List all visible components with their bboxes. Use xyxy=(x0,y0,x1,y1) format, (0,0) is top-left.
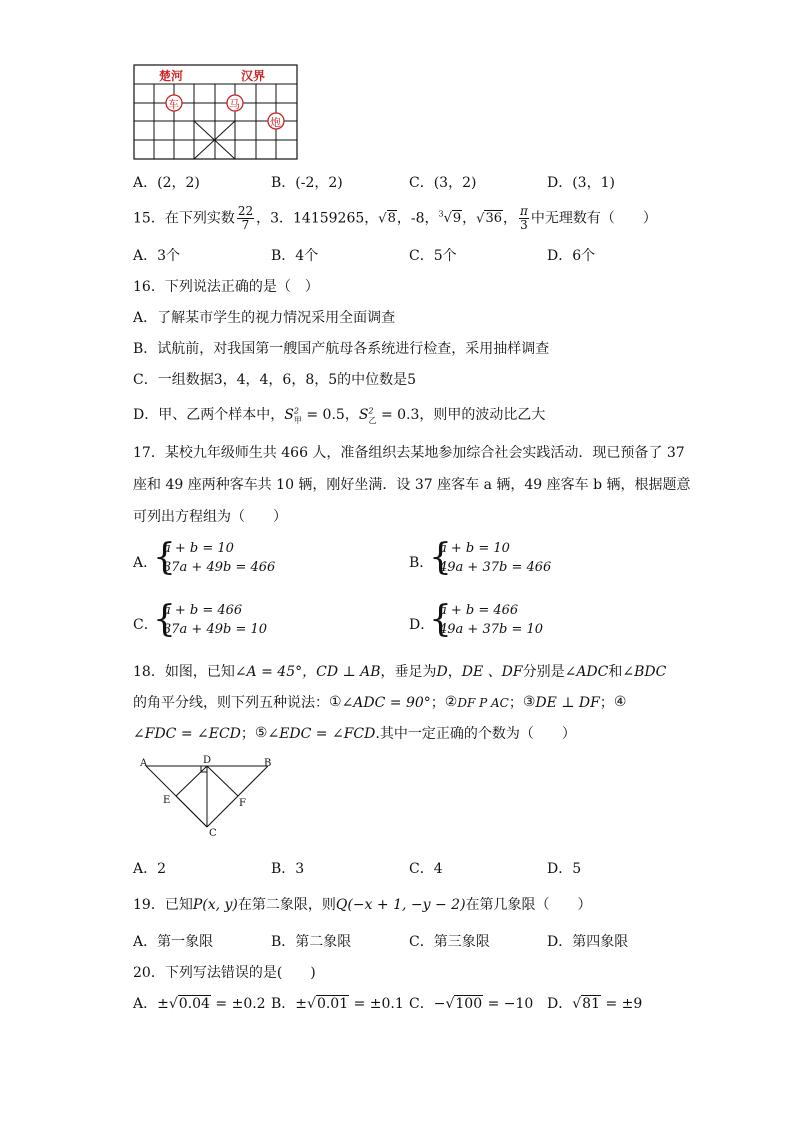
pi-denominator: 3 xyxy=(520,217,528,232)
q15-option-c[interactable]: C．5个 xyxy=(409,248,457,264)
q20-d-label: D． xyxy=(547,996,573,1012)
q18-text: ； xyxy=(508,695,523,711)
q20-option-b[interactable]: B．±√0.01 = ±0.1 xyxy=(271,996,404,1012)
q19-option-b[interactable]: B．第二象限 xyxy=(271,934,352,950)
q20-option-d[interactable]: D．√81 = ±9 xyxy=(547,996,643,1012)
q18-statement-2: DF P AC xyxy=(457,696,509,710)
q15-neg8: ，-8， xyxy=(396,210,439,227)
pi-numerator: π xyxy=(520,203,528,218)
q20-c-post: = −10 xyxy=(487,996,534,1012)
equation-1: a + b = 10 xyxy=(439,541,510,556)
q15-fraction-22-7 xyxy=(237,205,254,232)
q18-math: D xyxy=(436,664,448,680)
vertex-label-e: E xyxy=(163,795,171,806)
q18-option-a[interactable]: A．2 xyxy=(133,861,167,877)
q17-d-system xyxy=(439,601,543,639)
variance-yi: $S^2_乙$ xyxy=(358,406,377,425)
q20-b-radicand: 0.01 xyxy=(316,996,349,1012)
q20-d-post: = ±9 xyxy=(605,996,643,1012)
vertex-label-f: F xyxy=(239,798,246,809)
circled-5: ⑤ xyxy=(254,725,268,741)
q18-option-c[interactable]: C．4 xyxy=(409,861,443,877)
q19-option-d[interactable]: D．第四象限 xyxy=(547,934,629,950)
circled-2: ② xyxy=(444,694,458,710)
sqrt8-radicand: 8 xyxy=(387,211,396,227)
q18-statement-1: ∠ADC = 90° xyxy=(341,695,431,711)
q16-option-c[interactable]: C．一组数据3，4，4，6，8，5的中位数是5 xyxy=(133,372,417,388)
q17-d-label: D． xyxy=(409,617,435,633)
q18-text: .其中一定正确的个数为（ ） xyxy=(375,726,576,742)
q15-fraction-pi-3 xyxy=(519,205,529,232)
equation-2: 49a + 37b = 466 xyxy=(439,560,552,575)
triangle-svg xyxy=(133,755,283,845)
variance-jia: $S^2_甲$ xyxy=(284,406,302,425)
q18-text: ； xyxy=(599,695,614,711)
q20-option-c[interactable]: C．−√100 = −10 xyxy=(409,996,534,1012)
q18-math: DE 、DF xyxy=(461,664,523,680)
equation-2: 49a + 37b = 10 xyxy=(439,622,544,637)
frac-denominator: 7 xyxy=(241,217,250,232)
chess-board-svg xyxy=(133,64,299,160)
q17-b-label: B． xyxy=(409,555,434,571)
q19-point-q: Q(−x + 1, −y − 2) xyxy=(335,897,466,913)
q20-c-label: C． xyxy=(409,996,434,1012)
q16-stem: 16．下列说法正确的是（ ） xyxy=(133,279,319,295)
q14-option-a[interactable]: A．(2，2) xyxy=(133,175,200,191)
q17-c-system xyxy=(163,601,267,639)
vertex-label-b: B xyxy=(264,758,272,769)
q20-b-label: B． xyxy=(271,996,296,1012)
equation-1: a + b = 10 xyxy=(163,541,234,556)
brace-icon: { xyxy=(153,537,176,578)
q19-stem xyxy=(133,894,592,914)
vertex-label-a: A xyxy=(140,758,148,769)
circled-1: ① xyxy=(329,694,342,710)
q19-mid: 在第二象限，则 xyxy=(237,897,336,913)
brace-icon: { xyxy=(429,537,452,578)
piece-ma: 马 xyxy=(229,98,240,111)
q17-option-c[interactable] xyxy=(133,600,333,644)
q19-suffix: 在第几象限（ ） xyxy=(465,897,592,913)
q18-text: ； xyxy=(240,726,255,742)
q15-cbrt9: $^3$√9 xyxy=(438,210,462,227)
q18-text: 18．如图，已知 xyxy=(133,664,235,680)
equation-2: 37a + 49b = 10 xyxy=(163,622,268,637)
q16-option-a[interactable]: A．了解某市学生的视力情况采用全面调查 xyxy=(133,310,396,326)
q17-b-system xyxy=(439,539,551,577)
q14-option-c[interactable]: C．(3，2) xyxy=(409,175,477,191)
brace-icon: { xyxy=(429,599,452,640)
q20-option-a[interactable]: A．±√0.04 = ±0.2 xyxy=(133,996,266,1012)
q17-line3: 可列出方程组为（ ） xyxy=(133,509,287,525)
q17-option-d[interactable] xyxy=(409,600,609,644)
q17-line2: 座和 49 座两种客车共 10 辆，刚好坐满．设 37 座客车 a 辆，49 座客车 b 辆，根据题意 xyxy=(133,477,691,493)
q18-math: ∠BDC xyxy=(622,664,667,680)
q18-text: ，垂足为 xyxy=(380,664,437,680)
q16-option-b[interactable]: B．试航前，对我国第一艘国产航母各系统进行检查，采用抽样调查 xyxy=(133,341,550,357)
piece-pao: 炮 xyxy=(270,116,281,129)
q20-a-pre: ± xyxy=(157,996,169,1012)
chess-board-figure xyxy=(133,64,299,160)
q15-option-b[interactable]: B．4个 xyxy=(271,248,319,264)
q18-math: ∠ADC xyxy=(564,664,609,680)
q18-text: 分别是 xyxy=(522,664,565,680)
q18-line3 xyxy=(133,723,576,743)
q19-option-c[interactable]: C．第三象限 xyxy=(409,934,490,950)
q20-d-radicand: 81 xyxy=(582,996,600,1012)
circled-4: ④ xyxy=(613,694,627,710)
board-label-han-jie: 汉界 xyxy=(241,69,266,83)
q20-a-radicand: 0.04 xyxy=(178,996,210,1012)
q17-c-label: C． xyxy=(133,617,158,633)
q15-suffix: 中无理数有（ ） xyxy=(530,210,657,227)
equation-1: a + b = 466 xyxy=(439,603,519,618)
sqrt36-radicand: 36 xyxy=(485,211,503,227)
q18-line1 xyxy=(133,661,666,681)
q20-a-post: = ±0.2 xyxy=(215,996,266,1012)
equation-1: a + b = 466 xyxy=(163,603,243,618)
q19-point-p: P(x, y) xyxy=(192,897,238,913)
vertex-label-d: D xyxy=(203,755,212,766)
q18-statement-3: DE ⊥ DF xyxy=(535,695,600,711)
cbrt-index: 3 xyxy=(438,210,444,219)
q20-stem: 20．下列写法错误的是( ) xyxy=(133,965,316,981)
q17-line1: 17．某校九年级师生共 466 人，准备组织去某地参加综合社会实践活动．现已预备了 37 xyxy=(133,445,685,461)
brace-icon: { xyxy=(153,599,176,640)
frac-numerator: 22 xyxy=(237,203,254,218)
q19-option-a[interactable]: A．第一象限 xyxy=(133,934,214,950)
q16-option-d[interactable] xyxy=(133,404,545,426)
piece-che: 车 xyxy=(168,98,179,111)
q20-a-label: A． xyxy=(133,996,158,1012)
q20-b-pre: ± xyxy=(295,996,308,1012)
equation-2: 37a + 49b = 466 xyxy=(163,560,276,575)
q20-b-post: = ±0.1 xyxy=(353,996,404,1012)
q17-a-system xyxy=(163,539,275,577)
q18-text: 的角平分线，则下列五种说法： xyxy=(133,695,329,711)
cbrt-radicand: 9 xyxy=(452,211,462,227)
q18-text: ， xyxy=(447,664,462,680)
q17-option-a[interactable] xyxy=(133,538,333,582)
q15-sqrt36: √36 xyxy=(476,211,503,227)
q18-line2 xyxy=(133,692,626,712)
q18-option-d[interactable]: D．5 xyxy=(547,861,582,877)
vertex-label-c: C xyxy=(209,828,217,839)
q20-c-radicand: 100 xyxy=(455,996,483,1012)
q15-stem: 15．在下列实数 $\frac{22}{7}$ ，3．14159265，√8，-8，$^3$√9，√36， $\frac{\pi}{3}$ 中无理数有（ ） xyxy=(133,203,657,232)
q18-text: 和 xyxy=(608,664,623,680)
q16-d-prefix: D．甲、乙两个样本中， xyxy=(133,407,285,423)
q16-d-value1: = 0.5， xyxy=(306,407,359,423)
q15-option-a[interactable]: A．3个 xyxy=(133,248,181,264)
q20-c-pre: − xyxy=(433,996,446,1012)
q15-prefix: 15．在下列实数 xyxy=(133,210,235,227)
q17-option-b[interactable] xyxy=(409,538,609,582)
q15-sqrt8: √8 xyxy=(378,211,396,227)
q14-option-d[interactable]: D．(3，1) xyxy=(547,175,615,191)
board-label-chu-he: 楚河 xyxy=(159,69,184,83)
q17-a-label: A． xyxy=(133,555,158,571)
q18-text: ； xyxy=(430,695,445,711)
q18-math: ∠A = 45°，CD ⊥ AB xyxy=(234,664,381,680)
q19-prefix: 19．已知 xyxy=(133,897,193,913)
q18-statement-4: ∠FDC = ∠ECD xyxy=(133,726,241,742)
q18-option-b[interactable]: B．3 xyxy=(271,861,305,877)
q18-statement-5: ∠EDC = ∠FCD xyxy=(267,726,376,742)
q14-option-b[interactable]: B．(-2，2) xyxy=(271,175,343,191)
q15-mid: ，3．14159265， xyxy=(256,210,379,227)
q16-d-value2: = 0.3，则甲的波动比乙大 xyxy=(380,407,546,423)
q15-option-d[interactable]: D．6个 xyxy=(547,248,596,264)
q18-triangle-figure xyxy=(133,755,283,845)
circled-3: ③ xyxy=(522,694,536,710)
